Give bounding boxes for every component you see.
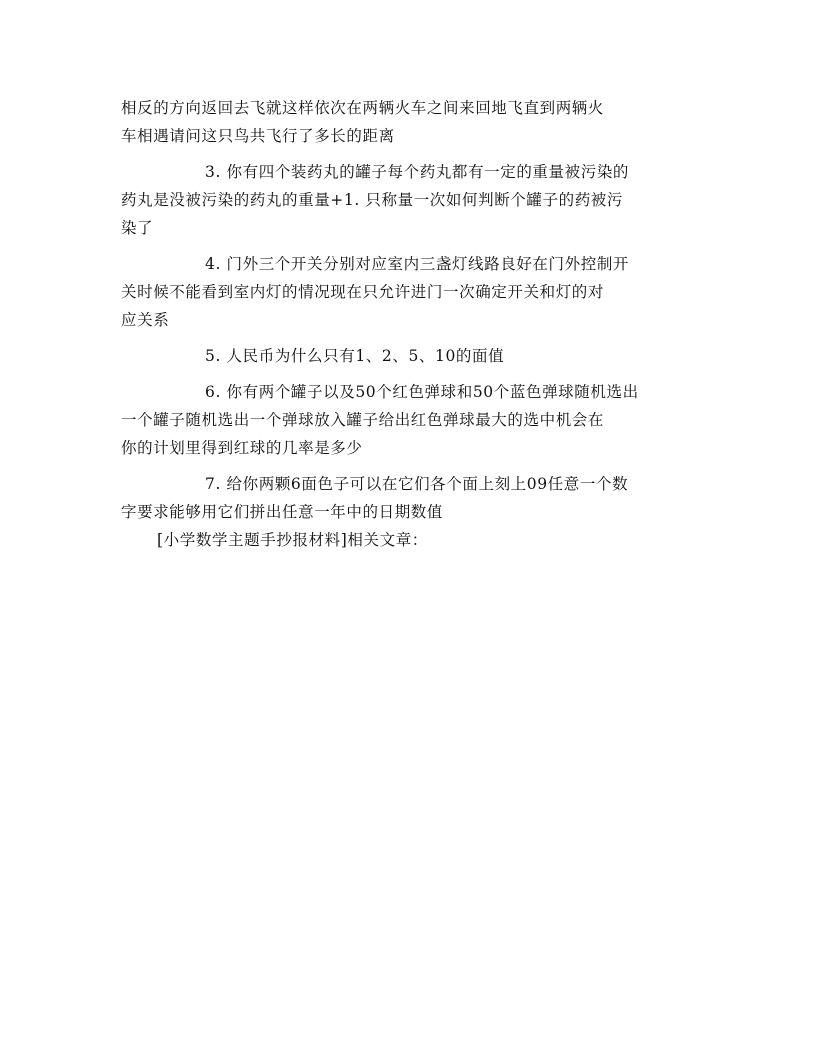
text-line: 6. 你有两个罐子以及50个红色弹球和50个蓝色弹球随机选出	[205, 383, 639, 401]
text-line: 关时候不能看到室内灯的情况现在只允许进门一次确定开关和灯的对	[121, 283, 605, 301]
paragraph-question-5	[121, 342, 696, 370]
paragraph-question-3	[121, 158, 696, 242]
text-line: 4. 门外三个开关分别对应室内三盏灯线路良好在门外控制开	[205, 255, 630, 273]
related-articles-heading-block	[121, 526, 696, 554]
paragraph-question-7	[121, 470, 696, 526]
text-line: 3. 你有四个装药丸的罐子每个药丸都有一定的重量被污染的	[205, 163, 630, 181]
text-line: 车相遇请问这只鸟共飞行了多长的距离	[121, 127, 395, 145]
paragraph-question-6	[121, 378, 696, 462]
text-line: 相反的方向返回去飞就这样依次在两辆火车之间来回地飞直到两辆火	[121, 99, 605, 117]
paragraph-spacer	[121, 150, 696, 158]
text-line: 字要求能够用它们拼出任意一年中的日期数值	[121, 503, 444, 521]
paragraph-continued	[121, 94, 696, 150]
text-line: 一个罐子随机选出一个弹球放入罐子给出红色弹球最大的选中机会在	[121, 411, 605, 429]
paragraph-question-4	[121, 250, 696, 334]
paragraph-spacer	[121, 370, 696, 378]
text-line: 药丸是没被污染的药丸的重量+1. 只称量一次如何判断个罐子的药被污	[121, 191, 624, 209]
text-line: 7. 给你两颗6面色子可以在它们各个面上刻上09任意一个数	[205, 475, 629, 493]
paragraph-spacer	[121, 242, 696, 250]
text-line: 染了	[121, 219, 154, 237]
paragraph-spacer	[121, 334, 696, 342]
text-line: 应关系	[121, 311, 170, 329]
text-line: 5. 人民币为什么只有1、2、5、10的面值	[205, 347, 505, 365]
related-articles-heading: [小学数学主题手抄报材料]相关文章：	[157, 531, 428, 549]
paragraph-spacer	[121, 462, 696, 470]
text-line: 你的计划里得到红球的几率是多少	[121, 439, 363, 457]
document-body	[121, 94, 696, 554]
